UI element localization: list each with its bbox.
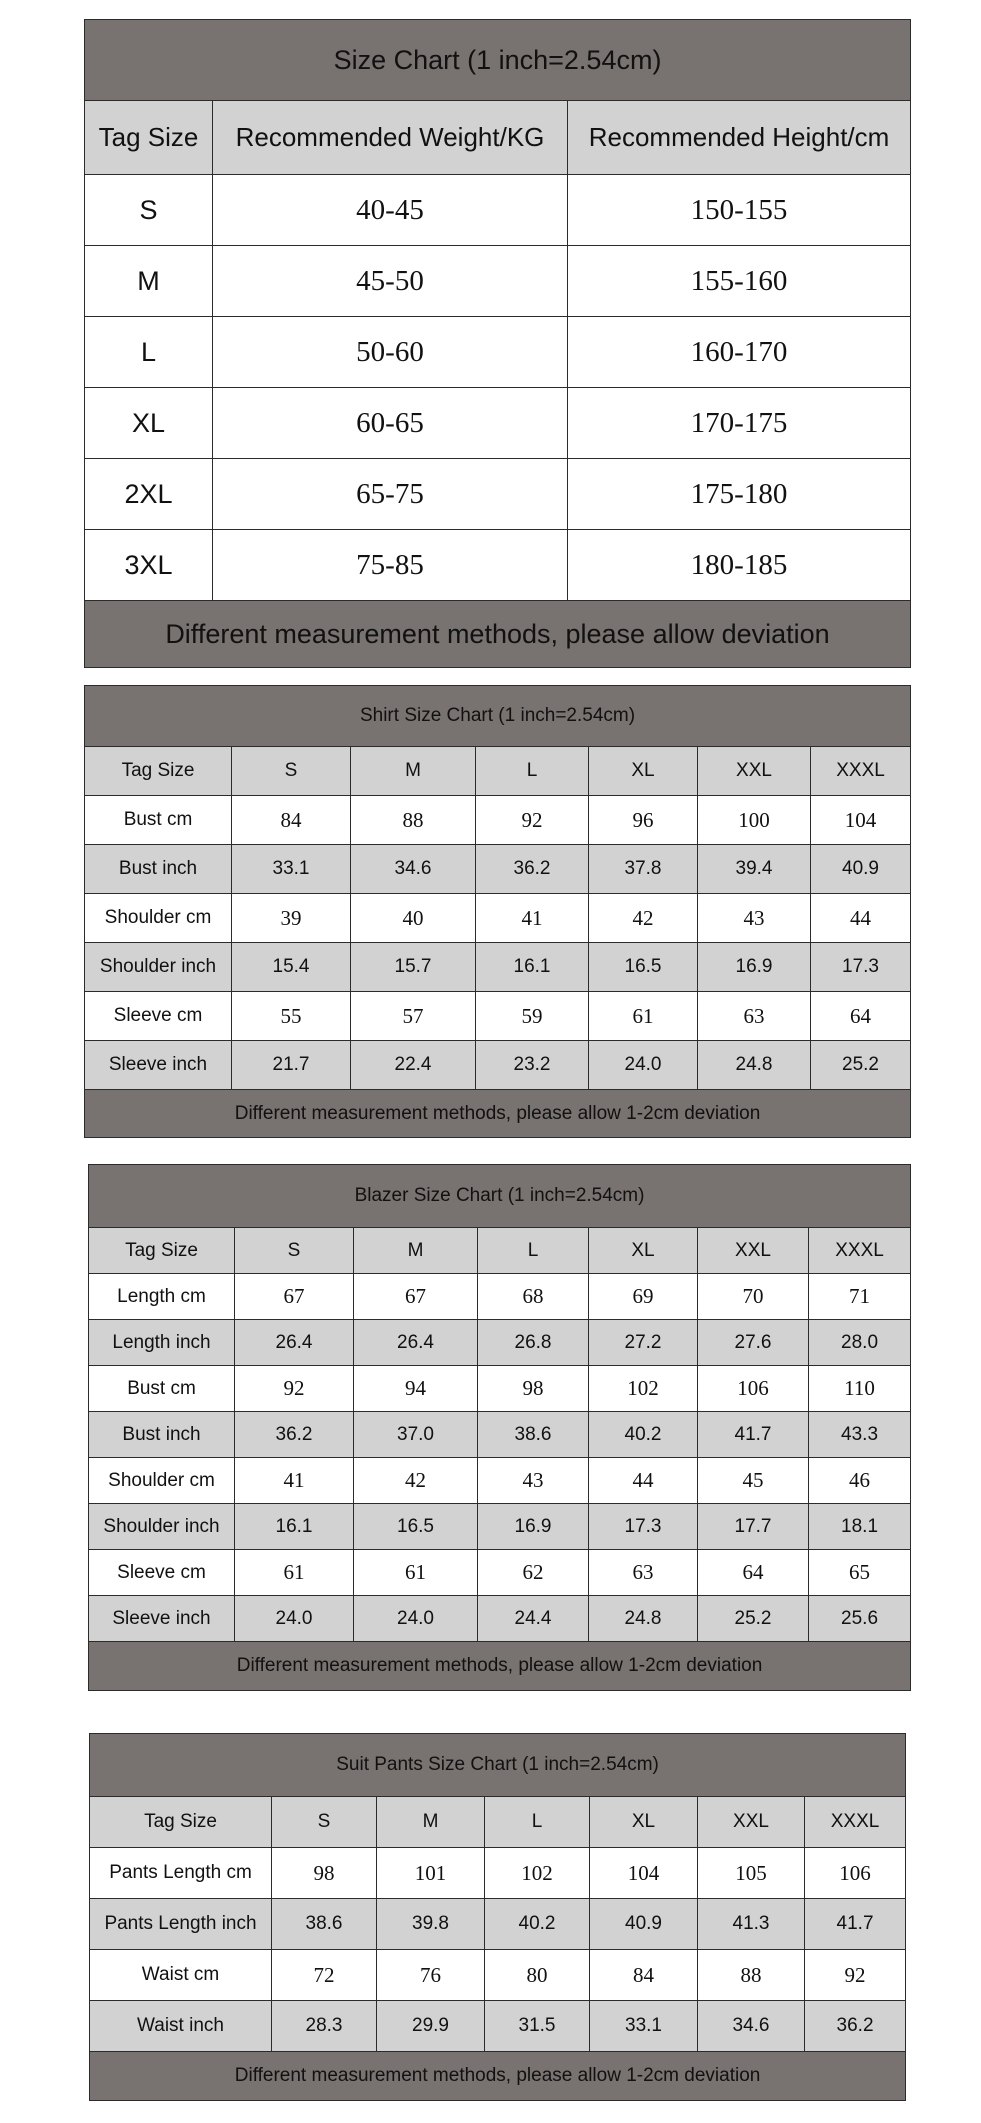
deviation-note: Different measurement methods, please allow 1-2cm deviation [85,1090,911,1138]
cell-value: 17.3 [811,943,911,992]
cell-value: 38.6 [478,1412,589,1458]
cell-value: 110 [809,1366,911,1412]
cell-value: 39.8 [377,1899,485,1950]
cell-value: 36.2 [476,845,589,894]
table-row [89,1412,911,1458]
cell-value: 43 [478,1458,589,1504]
cell-value: 88 [351,796,476,845]
cell-value: 24.0 [354,1596,478,1642]
cell-value: 150-155 [568,175,911,246]
cell-value: 55 [232,992,351,1041]
header-cell: XL [589,747,698,796]
cell-value: 92 [805,1950,906,2001]
cell-value: 36.2 [805,2001,906,2052]
cell-value: 72 [272,1950,377,2001]
row-label: 3XL [85,530,213,601]
cell-value: 45 [698,1458,809,1504]
shirt-size-table [84,685,911,1138]
cell-value: 98 [272,1848,377,1899]
table-row [90,1899,906,1950]
row-label: Shoulder cm [89,1458,235,1504]
header-cell: XXXL [809,1228,911,1274]
table-header-row [89,1228,911,1274]
suit-pants-size-table [89,1733,906,2101]
header-cell: M [377,1797,485,1848]
row-label: Bust inch [85,845,232,894]
table-header-row [85,747,911,796]
row-label: Sleeve cm [89,1550,235,1596]
table-row [85,796,911,845]
table-row [85,246,911,317]
row-label: 2XL [85,459,213,530]
table-row [89,1366,911,1412]
cell-value: 16.9 [698,943,811,992]
row-label: L [85,317,213,388]
cell-value: 24.8 [698,1041,811,1090]
cell-value: 102 [485,1848,590,1899]
row-label: Shoulder inch [89,1504,235,1550]
cell-value: 37.0 [354,1412,478,1458]
table-row [89,1550,911,1596]
cell-value: 44 [811,894,911,943]
cell-value: 24.4 [478,1596,589,1642]
row-label: Waist inch [90,2001,272,2052]
cell-value: 15.4 [232,943,351,992]
cell-value: 69 [589,1274,698,1320]
cell-value: 34.6 [351,845,476,894]
size-chart-table [84,19,911,668]
cell-value: 63 [589,1550,698,1596]
cell-value: 25.2 [811,1041,911,1090]
shirt-chart-title: Shirt Size Chart (1 inch=2.54cm) [85,686,911,747]
row-label: Sleeve inch [85,1041,232,1090]
cell-value: 34.6 [698,2001,805,2052]
header-cell: L [485,1797,590,1848]
cell-value: 105 [698,1848,805,1899]
cell-value: 24.0 [589,1041,698,1090]
table-row [89,1274,911,1320]
header-cell: Recommended Weight/KG [213,101,568,175]
row-label: Shoulder inch [85,943,232,992]
cell-value: 16.5 [354,1504,478,1550]
cell-value: 41 [476,894,589,943]
header-cell: L [478,1228,589,1274]
row-label: Shoulder cm [85,894,232,943]
table-header-row [85,101,911,175]
table-row [85,992,911,1041]
cell-value: 67 [354,1274,478,1320]
cell-value: 28.3 [272,2001,377,2052]
header-cell: M [351,747,476,796]
cell-value: 17.7 [698,1504,809,1550]
cell-value: 16.9 [478,1504,589,1550]
cell-value: 37.8 [589,845,698,894]
cell-value: 40.2 [485,1899,590,1950]
row-label: M [85,246,213,317]
cell-value: 50-60 [213,317,568,388]
cell-value: 40.9 [590,1899,698,1950]
cell-value: 61 [235,1550,354,1596]
cell-value: 92 [235,1366,354,1412]
cell-value: 62 [478,1550,589,1596]
cell-value: 26.8 [478,1320,589,1366]
cell-value: 98 [478,1366,589,1412]
table-row [90,1848,906,1899]
header-cell: S [232,747,351,796]
cell-value: 33.1 [590,2001,698,2052]
cell-value: 63 [698,992,811,1041]
cell-value: 16.1 [235,1504,354,1550]
cell-value: 42 [354,1458,478,1504]
pants-chart-title: Suit Pants Size Chart (1 inch=2.54cm) [90,1734,906,1797]
cell-value: 18.1 [809,1504,911,1550]
cell-value: 100 [698,796,811,845]
cell-value: 67 [235,1274,354,1320]
cell-value: 80 [485,1950,590,2001]
row-label: Sleeve cm [85,992,232,1041]
cell-value: 40-45 [213,175,568,246]
cell-value: 70 [698,1274,809,1320]
cell-value: 104 [590,1848,698,1899]
cell-value: 75-85 [213,530,568,601]
row-label: Pants Length inch [90,1899,272,1950]
cell-value: 41.7 [805,1899,906,1950]
cell-value: 17.3 [589,1504,698,1550]
cell-value: 94 [354,1366,478,1412]
cell-value: 60-65 [213,388,568,459]
header-cell: Tag Size [85,101,213,175]
cell-value: 101 [377,1848,485,1899]
cell-value: 46 [809,1458,911,1504]
header-cell: XXXL [805,1797,906,1848]
header-cell: Tag Size [89,1228,235,1274]
cell-value: 42 [589,894,698,943]
table-row [89,1320,911,1366]
table-row [89,1504,911,1550]
cell-value: 175-180 [568,459,911,530]
cell-value: 180-185 [568,530,911,601]
cell-value: 27.6 [698,1320,809,1366]
table-row [89,1596,911,1642]
row-label: XL [85,388,213,459]
table-row [85,894,911,943]
cell-value: 64 [698,1550,809,1596]
blazer-size-table [88,1164,911,1691]
cell-value: 24.8 [589,1596,698,1642]
header-cell: XL [590,1797,698,1848]
cell-value: 61 [354,1550,478,1596]
cell-value: 104 [811,796,911,845]
cell-value: 41 [235,1458,354,1504]
cell-value: 28.0 [809,1320,911,1366]
table-header-row [90,1797,906,1848]
cell-value: 38.6 [272,1899,377,1950]
header-cell: XL [589,1228,698,1274]
cell-value: 92 [476,796,589,845]
cell-value: 31.5 [485,2001,590,2052]
cell-value: 71 [809,1274,911,1320]
cell-value: 39.4 [698,845,811,894]
cell-value: 25.2 [698,1596,809,1642]
cell-value: 57 [351,992,476,1041]
cell-value: 84 [590,1950,698,2001]
row-label: Length cm [89,1274,235,1320]
row-label: Bust cm [89,1366,235,1412]
cell-value: 21.7 [232,1041,351,1090]
cell-value: 43.3 [809,1412,911,1458]
size-chart-title: Size Chart (1 inch=2.54cm) [85,20,911,101]
header-cell: S [272,1797,377,1848]
row-label: Waist cm [90,1950,272,2001]
cell-value: 84 [232,796,351,845]
cell-value: 44 [589,1458,698,1504]
cell-value: 33.1 [232,845,351,894]
deviation-note: Different measurement methods, please allow 1-2cm deviation [89,1642,911,1691]
cell-value: 26.4 [235,1320,354,1366]
cell-value: 23.2 [476,1041,589,1090]
blazer-chart-title: Blazer Size Chart (1 inch=2.54cm) [89,1165,911,1228]
header-cell: XXL [698,747,811,796]
cell-value: 36.2 [235,1412,354,1458]
table-row [85,1041,911,1090]
cell-value: 65-75 [213,459,568,530]
row-label: Length inch [89,1320,235,1366]
cell-value: 25.6 [809,1596,911,1642]
header-cell: XXL [698,1797,805,1848]
table-row [89,1458,911,1504]
cell-value: 22.4 [351,1041,476,1090]
header-cell: Recommended Height/cm [568,101,911,175]
cell-value: 29.9 [377,2001,485,2052]
cell-value: 65 [809,1550,911,1596]
cell-value: 88 [698,1950,805,2001]
cell-value: 16.1 [476,943,589,992]
row-label: Bust inch [89,1412,235,1458]
cell-value: 61 [589,992,698,1041]
cell-value: 39 [232,894,351,943]
cell-value: 24.0 [235,1596,354,1642]
cell-value: 76 [377,1950,485,2001]
cell-value: 15.7 [351,943,476,992]
table-row [85,317,911,388]
header-cell: M [354,1228,478,1274]
table-row [85,943,911,992]
cell-value: 170-175 [568,388,911,459]
cell-value: 160-170 [568,317,911,388]
row-label: S [85,175,213,246]
cell-value: 45-50 [213,246,568,317]
header-cell: XXL [698,1228,809,1274]
row-label: Bust cm [85,796,232,845]
cell-value: 27.2 [589,1320,698,1366]
cell-value: 102 [589,1366,698,1412]
cell-value: 155-160 [568,246,911,317]
cell-value: 26.4 [354,1320,478,1366]
header-cell: XXXL [811,747,911,796]
table-row [85,845,911,894]
cell-value: 68 [478,1274,589,1320]
header-cell: Tag Size [90,1797,272,1848]
cell-value: 41.7 [698,1412,809,1458]
cell-value: 43 [698,894,811,943]
table-row [85,459,911,530]
cell-value: 64 [811,992,911,1041]
table-row [85,530,911,601]
header-cell: S [235,1228,354,1274]
cell-value: 96 [589,796,698,845]
header-cell: Tag Size [85,747,232,796]
cell-value: 40.2 [589,1412,698,1458]
table-row [85,388,911,459]
table-row [90,2001,906,2052]
cell-value: 16.5 [589,943,698,992]
cell-value: 41.3 [698,1899,805,1950]
deviation-note: Different measurement methods, please allow deviation [85,601,911,668]
cell-value: 106 [698,1366,809,1412]
cell-value: 59 [476,992,589,1041]
row-label: Pants Length cm [90,1848,272,1899]
cell-value: 106 [805,1848,906,1899]
cell-value: 40.9 [811,845,911,894]
deviation-note: Different measurement methods, please allow 1-2cm deviation [90,2052,906,2101]
cell-value: 40 [351,894,476,943]
row-label: Sleeve inch [89,1596,235,1642]
table-row [90,1950,906,2001]
table-row [85,175,911,246]
header-cell: L [476,747,589,796]
